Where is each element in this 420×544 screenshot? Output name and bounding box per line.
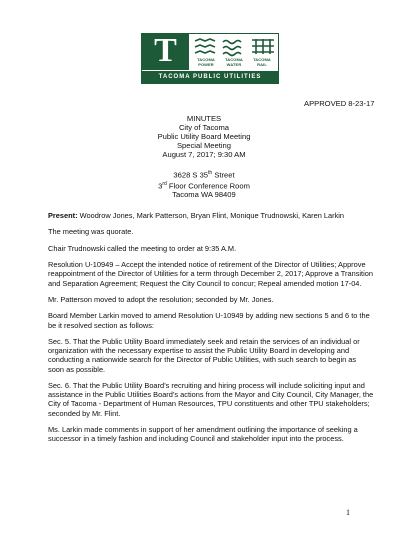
section-5-paragraph: Sec. 5. That the Public Utility Board immediately seek and retain the services of an individual or organization with the necessary expertise to assist the Public Utility Board in developing and conducting a nationwide search for the Director of Public Utilities, with such search to begin as soon as possible. [48,336,360,374]
logo-t-block [142,34,189,70]
header-address-street: 3628 S 35th Street [173,170,235,180]
resolution-paragraph: Resolution U-10949 – Accept the intended notice of retirement of the Director of Utilities; Approve reappointment of the Director of Utilities for a term through December 2, 2017; Approve a Transition and Separation Agreement; Request the City Council to concur; Repeal amended motion 17-04. [48,260,373,288]
logo-unit-water: TACOMA WATER [225,57,243,67]
tacoma-public-utilities-logo [141,33,279,84]
power-icon [195,39,215,53]
minutes-header [0,114,420,199]
header-date: August 7, 2017; 9:30 AM [162,150,246,159]
header-address-city: Tacoma WA 98409 [172,190,236,200]
water-icon [223,41,241,56]
quorum-paragraph: The meeting was quorate. [48,227,134,237]
section-6-paragraph: Sec. 6. That the Public Utility Board’s recruiting and hiring process will include soliciting input and assistance in the Public Utilities Board’s actions from the Mayor and City Council, City Manager, the City of Tacoma - Department of Human Resources, TPU constituents and other TPU stakeholders; seconded by Mr. Flint. [48,380,374,418]
amendment-paragraph: Board Member Larkin moved to amend Resolution U-10949 by adding new sections 5 and 6 to the be it resolved section as follows: [48,311,370,330]
header-meeting-type: Special Meeting [176,141,232,150]
approved-stamp: APPROVED 8-23-17 [304,99,375,108]
rail-icon [252,39,274,54]
logo-unit-power: TACOMA POWER [197,57,215,67]
page-number: 1 [346,508,350,517]
motion-paragraph: Mr. Patterson moved to adopt the resolution; seconded by Mr. Jones. [48,294,274,304]
logo-banner: TACOMA PUBLIC UTILITIES [142,71,278,83]
header-address-room: 3rd Floor Conference Room [158,180,250,191]
utility-icons [192,37,276,57]
logo-letter: T [154,32,177,69]
present-label: Present: [48,211,78,220]
header-city: City of Tacoma [178,123,230,132]
present-names: Woodrow Jones, Mark Patterson, Bryan Flint, Monique Trudnowski, Karen Larkin [77,211,345,220]
header-title: MINUTES [186,114,222,123]
comments-paragraph: Ms. Larkin made comments in support of her amendment outlining the importance of seeking a successor in a timely fashion and including Council and stakeholder input into the process. [48,424,358,444]
minutes-body [48,211,374,451]
call-to-order-paragraph: Chair Trudnowski called the meeting to order at 9:35 A.M. [48,243,237,253]
logo-unit-rail: TACOMA RAIL [253,57,271,67]
attendance-paragraph [48,211,374,220]
header-board: Public Utility Board Meeting [157,132,251,141]
